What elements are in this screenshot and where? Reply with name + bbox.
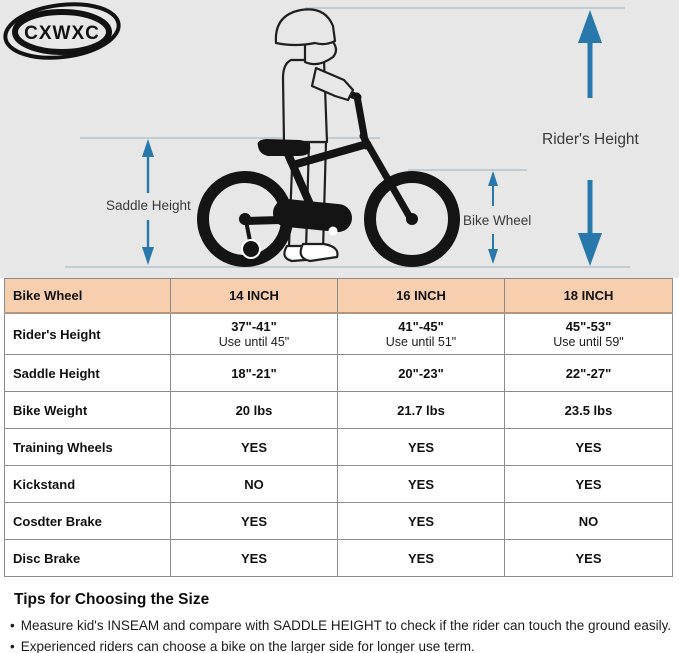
saddle-height-up-shaft xyxy=(147,155,149,193)
cell-18 xyxy=(505,313,673,355)
tips-title: Tips for Choosing the Size xyxy=(14,591,210,608)
cell-14 xyxy=(171,313,338,355)
rider-front-shoe xyxy=(301,244,338,261)
riders-height-up-arrow-icon xyxy=(578,10,602,43)
cell-sub-value: Use until 51" xyxy=(385,335,457,349)
cell-18: 23.5 lbs xyxy=(505,392,673,429)
riders-height-down-arrow-icon xyxy=(578,233,602,266)
row-label: Training Wheels xyxy=(5,429,171,466)
cell-16: YES xyxy=(338,540,505,577)
cell-main-value: 41"-45" xyxy=(398,319,444,334)
bike-wheel-down-shaft xyxy=(492,234,494,251)
cell-18: NO xyxy=(505,503,673,540)
cell-main-value: 45"-53" xyxy=(565,319,612,334)
cell-18: YES xyxy=(505,466,673,503)
row-label: Disc Brake xyxy=(5,540,171,577)
cell-16: YES xyxy=(338,466,505,503)
riders-height-up-shaft xyxy=(588,41,593,98)
header-bike-wheel: Bike Wheel xyxy=(5,279,171,314)
header-16-inch: 16 INCH xyxy=(338,279,505,314)
row-label: Rider's Height xyxy=(5,313,171,355)
saddle-height-down-arrow-icon xyxy=(142,247,154,265)
cell-sub-value: Use until 45" xyxy=(218,335,290,349)
helmet-icon xyxy=(276,9,335,45)
header-18-inch: 18 INCH xyxy=(505,279,673,314)
table-row xyxy=(5,429,673,466)
table-row xyxy=(5,540,673,577)
saddle-height-label: Saddle Height xyxy=(106,198,191,213)
row-label: Bike Weight xyxy=(5,392,171,429)
table-row xyxy=(5,355,673,392)
tip-item xyxy=(10,637,679,653)
pedal xyxy=(329,227,338,236)
table-header-row xyxy=(5,279,673,314)
riders-height-label: Rider's Height xyxy=(542,131,639,148)
tip-text: Measure kid's INSEAM and compare with SADDLE HEIGHT to check if the rider can touch the ground easily. xyxy=(20,618,672,633)
kids-bike-silhouette xyxy=(203,87,454,262)
table-row xyxy=(5,392,673,429)
training-wheel xyxy=(242,240,260,258)
header-14-inch: 14 INCH xyxy=(171,279,338,314)
brand-logo xyxy=(0,0,124,64)
cell-14: YES xyxy=(171,540,338,577)
tip-item xyxy=(10,616,679,636)
logo-text: CXWXC xyxy=(24,23,100,44)
bullet-icon: • xyxy=(10,639,15,653)
cell-18: YES xyxy=(505,429,673,466)
bike-wheel-up-arrow-icon xyxy=(488,171,498,186)
cell-14: 20 lbs xyxy=(171,392,338,429)
row-label: Saddle Height xyxy=(5,355,171,392)
saddle-height-up-arrow-icon xyxy=(142,139,154,157)
bike-wheel-down-arrow-icon xyxy=(488,249,498,264)
cell-16: YES xyxy=(338,429,505,466)
cell-14: YES xyxy=(171,503,338,540)
cell-16: 20"-23" xyxy=(338,355,505,392)
bike-wheel-label: Bike Wheel xyxy=(463,213,532,228)
riders-height-down-shaft xyxy=(588,180,593,235)
row-label: Kickstand xyxy=(5,466,171,503)
cell-main-value: 37"-41" xyxy=(231,319,277,334)
cell-16 xyxy=(338,313,505,355)
cell-18: 22"-27" xyxy=(505,355,673,392)
size-diagram xyxy=(0,0,679,278)
bullet-icon: • xyxy=(10,618,15,633)
cell-14: 18"-21" xyxy=(171,355,338,392)
table-row xyxy=(5,503,673,540)
cell-16: 21.7 lbs xyxy=(338,392,505,429)
bike-wheel-up-shaft xyxy=(492,184,494,206)
saddle xyxy=(258,139,311,156)
cell-14: NO xyxy=(171,466,338,503)
tip-text: Experienced riders can choose a bike on the larger side for longer use term. xyxy=(20,639,475,653)
chain-guard xyxy=(287,213,338,218)
cell-16: YES xyxy=(338,503,505,540)
table-row xyxy=(5,313,673,355)
tips-section xyxy=(0,578,679,653)
size-comparison-table xyxy=(4,278,673,577)
cell-18: YES xyxy=(505,540,673,577)
table-row xyxy=(5,466,673,503)
cell-14: YES xyxy=(171,429,338,466)
row-label: Cosdter Brake xyxy=(5,503,171,540)
cell-sub-value: Use until 59" xyxy=(553,335,624,349)
